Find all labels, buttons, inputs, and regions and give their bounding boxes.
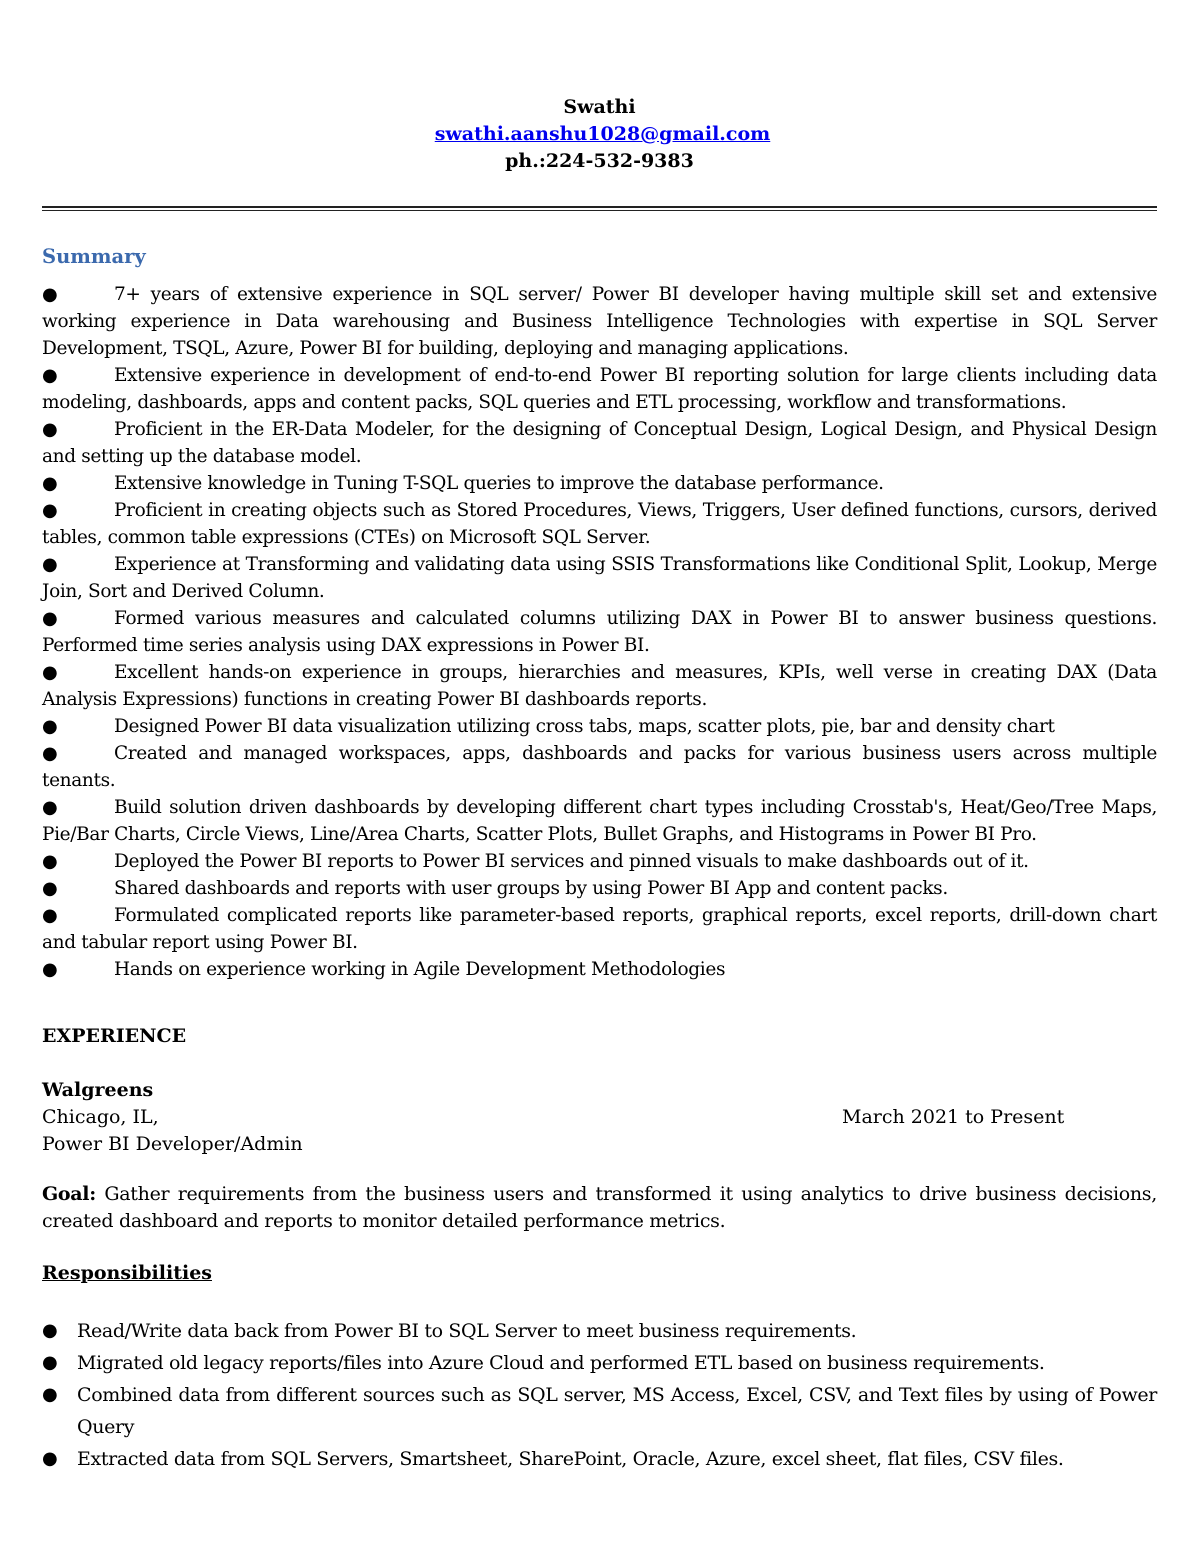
- goal-label: Goal:: [42, 1183, 96, 1205]
- responsibility-item: [42, 1379, 1157, 1443]
- summary-item-text: Experience at Transforming and validating data using SSIS Transformations like Conditional Split, Lookup, Merge Join, Sort and Derived Column.: [42, 554, 1157, 602]
- summary-item: [42, 470, 1157, 497]
- summary-item: [42, 740, 1157, 794]
- summary-item: [42, 416, 1157, 470]
- summary-item: [42, 902, 1157, 956]
- summary-item: [42, 659, 1157, 713]
- summary-list: [42, 281, 1157, 983]
- summary-item: [42, 497, 1157, 551]
- job-location: Chicago, IL,: [42, 1106, 159, 1128]
- bullet-icon: ●: [42, 1448, 58, 1469]
- phone-number: ph.:224-532-9383: [505, 150, 694, 172]
- email-link[interactable]: swathi.aanshu1028@gmail.com: [434, 123, 771, 145]
- bullet-icon: ●: [42, 1352, 58, 1373]
- summary-heading: Summary: [42, 245, 146, 268]
- bullet-icon: ●: [42, 608, 58, 629]
- bullet-icon: ●: [42, 851, 58, 872]
- bullet-icon: ●: [42, 365, 58, 386]
- responsibility-item: [42, 1347, 1157, 1379]
- bullet-icon: ●: [42, 716, 58, 737]
- summary-item: [42, 362, 1157, 416]
- summary-item-text: Formulated complicated reports like parameter-based reports, graphical reports, excel reports, drill-down chart and tabular report using Power BI.: [42, 905, 1157, 953]
- summary-item: [42, 875, 1157, 902]
- bullet-icon: ●: [42, 959, 58, 980]
- goal-text: Gather requirements from the business users and transformed it using analytics to drive business decisions, created dashboard and reports to monitor detailed performance metrics.: [42, 1183, 1157, 1232]
- summary-item: [42, 713, 1157, 740]
- summary-item-text: Designed Power BI data visualization utilizing cross tabs, maps, scatter plots, pie, bar and density chart: [114, 716, 1055, 737]
- summary-item: [42, 794, 1157, 848]
- summary-item-text: Extensive knowledge in Tuning T-SQL queries to improve the database performance.: [114, 473, 884, 494]
- summary-item-text: Hands on experience working in Agile Development Methodologies: [114, 959, 726, 980]
- summary-item: [42, 281, 1157, 362]
- bullet-icon: ●: [42, 500, 58, 521]
- responsibility-text: Read/Write data back from Power BI to SQL Server to meet business requirements.: [77, 1320, 857, 1342]
- candidate-name: Swathi: [563, 96, 636, 118]
- experience-heading: EXPERIENCE: [42, 1025, 187, 1047]
- summary-item-text: 7+ years of extensive experience in SQL server/ Power BI developer having multiple skill set and extensive working experience in Data warehousing and Business Intelligence Technologies with expertise in SQL Server Development, TSQL, Azure, Power BI for building, deploying and managing applications.: [42, 284, 1157, 359]
- responsibility-text: Combined data from different sources such as SQL server, MS Access, Excel, CSV, and Text files by using of Power Query: [77, 1384, 1157, 1438]
- summary-item: [42, 956, 1157, 983]
- responsibility-item: [42, 1443, 1157, 1475]
- bullet-icon: ●: [42, 473, 58, 494]
- bullet-icon: ●: [42, 1384, 58, 1405]
- bullet-icon: ●: [42, 797, 58, 818]
- summary-item-text: Shared dashboards and reports with user groups by using Power BI App and content packs.: [114, 878, 948, 899]
- summary-item-text: Created and managed workspaces, apps, dashboards and packs for various business users across multiple tenants.: [42, 743, 1157, 791]
- summary-item-text: Deployed the Power BI reports to Power BI services and pinned visuals to make dashboards out of it.: [114, 851, 1029, 872]
- bullet-icon: ●: [42, 878, 58, 899]
- job-role: Power BI Developer/Admin: [42, 1133, 303, 1155]
- summary-item-text: Proficient in creating objects such as Stored Procedures, Views, Triggers, User defined functions, cursors, derived tables, common table expressions (CTEs) on Microsoft SQL Server.: [42, 500, 1157, 548]
- bullet-icon: ●: [42, 284, 58, 305]
- summary-item-text: Excellent hands-on experience in groups, hierarchies and measures, KPIs, well verse in creating DAX (Data Analysis Expressions) functions in creating Power BI dashboards reports.: [42, 662, 1157, 710]
- bullet-icon: ●: [42, 743, 58, 764]
- bullet-icon: ●: [42, 662, 58, 683]
- responsibilities-list: [42, 1315, 1157, 1475]
- responsibilities-heading: Responsibilities: [42, 1262, 212, 1284]
- summary-item-text: Formed various measures and calculated columns utilizing DAX in Power BI to answer business questions. Performed time series analysis using DAX expressions in Power BI.: [42, 608, 1157, 656]
- bullet-icon: ●: [42, 1320, 58, 1341]
- bullet-icon: ●: [42, 554, 58, 575]
- company-name: Walgreens: [42, 1079, 154, 1101]
- header-divider: [42, 206, 1157, 211]
- bullet-icon: ●: [42, 905, 58, 926]
- summary-item-text: Proficient in the ER-Data Modeler, for the designing of Conceptual Design, Logical Design, and Physical Design and setting up the database model.: [42, 419, 1157, 467]
- goal-paragraph: [42, 1181, 1157, 1235]
- responsibility-text: Extracted data from SQL Servers, Smartsheet, SharePoint, Oracle, Azure, excel sheet, flat files, CSV files.: [77, 1448, 1064, 1470]
- location-row: [42, 1104, 1157, 1131]
- summary-item: [42, 848, 1157, 875]
- summary-item: [42, 605, 1157, 659]
- job-dates: March 2021 to Present: [842, 1106, 1065, 1128]
- bullet-icon: ●: [42, 419, 58, 440]
- resume-header: [42, 94, 1157, 175]
- summary-item-text: Build solution driven dashboards by developing different chart types including Crosstab's, Heat/Geo/Tree Maps, Pie/Bar Charts, Circle Views, Line/Area Charts, Scatter Plots, Bullet Graphs, and Histograms in Power BI Pro.: [42, 797, 1157, 845]
- responsibility-text: Migrated old legacy reports/files into Azure Cloud and performed ETL based on business requirements.: [77, 1352, 1045, 1374]
- summary-item-text: Extensive experience in development of end-to-end Power BI reporting solution for large clients including data modeling, dashboards, apps and content packs, SQL queries and ETL processing, workflow and transformations.: [42, 365, 1157, 413]
- summary-item: [42, 551, 1157, 605]
- responsibility-item: [42, 1315, 1157, 1347]
